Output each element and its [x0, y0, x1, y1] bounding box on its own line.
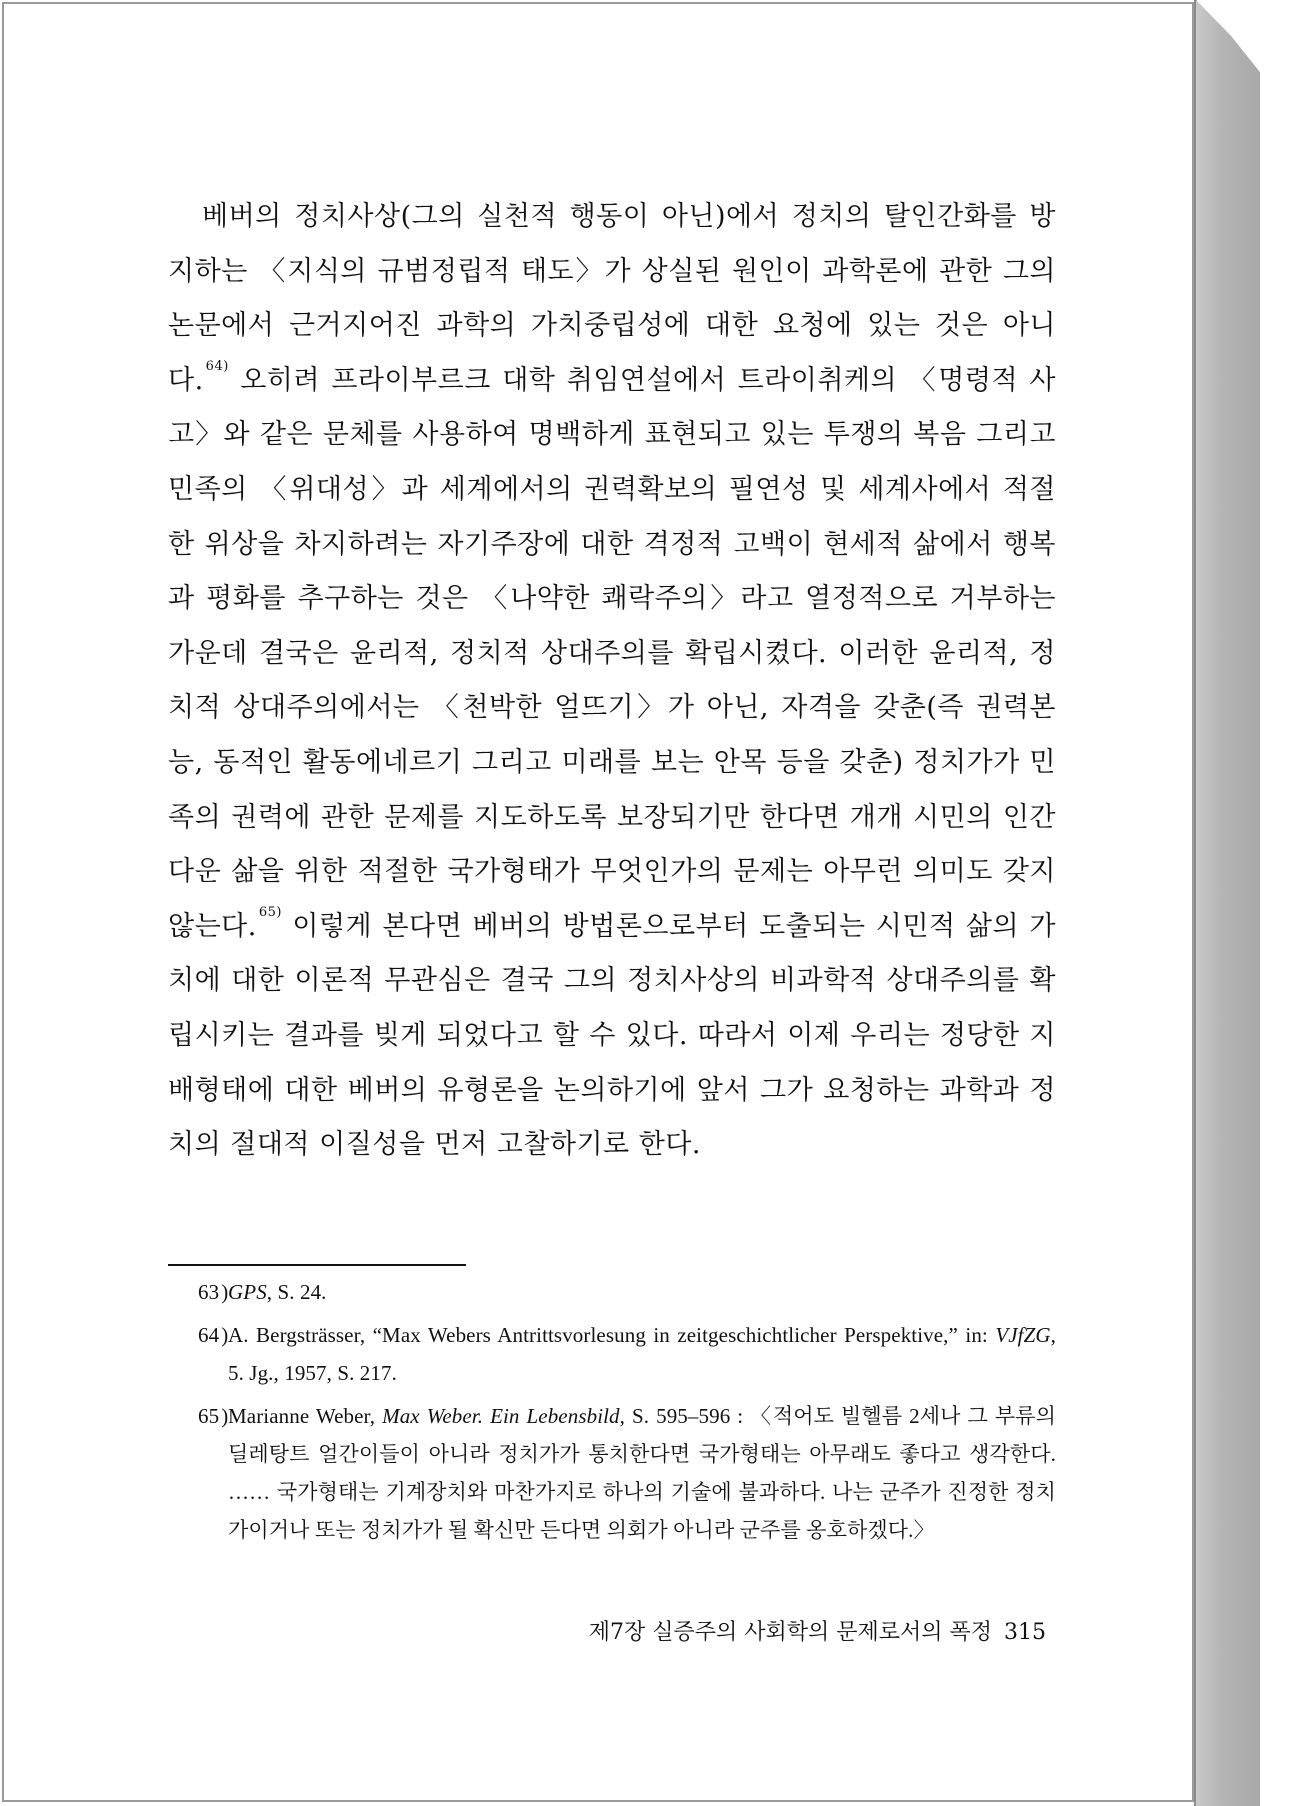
footnote-italic: GPS	[228, 1280, 267, 1304]
footnote-text: , 5. Jg., 1957, S. 217.	[228, 1323, 1056, 1385]
paragraph-text: 베버의 정치사상(그의 실천적 행동이 아닌)에서 정치의 탈인간화를 방지하는 〈지식의 규범정립적 태도〉가 상실된 원인이 과학론에 관한 그의 논문에서 근거지어진 과학의 가치중립성에 대한 요청에 있는 것은 아니다.	[168, 201, 1056, 396]
footnote-text: , S. 24.	[266, 1280, 327, 1304]
paragraph-text: 오히려 프라이부르크 대학 취임연설에서 트라이취케의 〈명령적 사고〉와 같은 문체를 사용하여 명백하게 표현되고 있는 투쟁의 복음 그리고 민족의 〈위대성〉과 세계에서의 권력확보의 필연성 및 세계사에서 적절한 위상을 차지하려는 자기주장에 대한 격정적 고백이 현세적 삶에서 행복과 평화를 추구하는 것은 〈나약한 쾌락주의〉라고 열정적으로 거부하는 가운데 결국은 윤리적, 정치적 상대주의를 확립시켰다. 이러한 윤리적, 정치적 상대주의에서는 〈천박한 얼뜨기〉가 아닌, 자격을 갖춘(즉 권력본능, 동적인 활동에네르기 그리고 미래를 보는 안목 등을 갖춘) 정치가가 민족의 권력에 관한 문제를 지도하도록 보장되기만 한다면 개개 시민의 인간다운 삶을 위한 적절한 국가형태가 무엇인가의 문제는 아무런 의미도 갖지 않는다.	[168, 364, 1056, 942]
footnotes	[198, 1273, 1056, 1554]
paragraph	[168, 190, 1056, 1173]
footnote-text: Marianne Weber,	[228, 1404, 383, 1428]
footnote-number: 64 )	[198, 1316, 228, 1354]
footnote-reference: 65)	[258, 904, 282, 920]
chapter-title: 제7장 실증주의 사회학의 문제로서의 폭정	[588, 1620, 992, 1645]
footnote-italic: Max Weber. Ein Lebensbild	[382, 1404, 620, 1428]
main-text	[168, 190, 1056, 1173]
footnote	[198, 1316, 1056, 1392]
footnote-text: , S. 595–596 : 〈적어도 빌헬름 2세나 그 부류의 딜레탕트 얼간이들이 아니라 정치가가 통치한다면 국가형태는 아무래도 좋다고 생각한다. …… 국가형태는 기계장치와 마찬가지로 하나의 기술에 불과하다. 나는 군주가 진정한 정치가이거나 또는 정치가가 될 확신만 든다면 의회가 아니라 군주를 옹호하겠다.〉	[228, 1404, 1056, 1542]
footnote-number: 65 )	[198, 1397, 228, 1435]
footnote	[198, 1397, 1056, 1549]
footnote-reference: 64)	[205, 358, 229, 374]
paragraph-text: 이렇게 본다면 베버의 방법론으로부터 도출되는 시민적 삶의 가치에 대한 이론적 무관심은 결국 그의 정치사상의 비과학적 상대주의를 확립시키는 결과를 빚게 되었다고 할 수 있다. 따라서 이제 우리는 정당한 지배형태에 대한 베버의 유형론을 논의하기에 앞서 그가 요청하는 과학과 정치의 절대적 이질성을 먼저 고찰하기로 한다.	[168, 910, 1056, 1161]
footnote	[198, 1273, 1056, 1311]
footnote-italic: VJfZG	[995, 1323, 1051, 1347]
footnote-divider	[168, 1264, 466, 1266]
footnote-text: A. Bergsträsser, “Max Webers Antrittsvorlesung in zeitgeschichtlicher Perspektive,” in:	[228, 1323, 996, 1347]
footnote-number: 63 )	[198, 1273, 228, 1311]
running-footer	[589, 1615, 1046, 1646]
page-number: 315	[1004, 1620, 1046, 1645]
book-page-edge	[1196, 0, 1260, 1806]
